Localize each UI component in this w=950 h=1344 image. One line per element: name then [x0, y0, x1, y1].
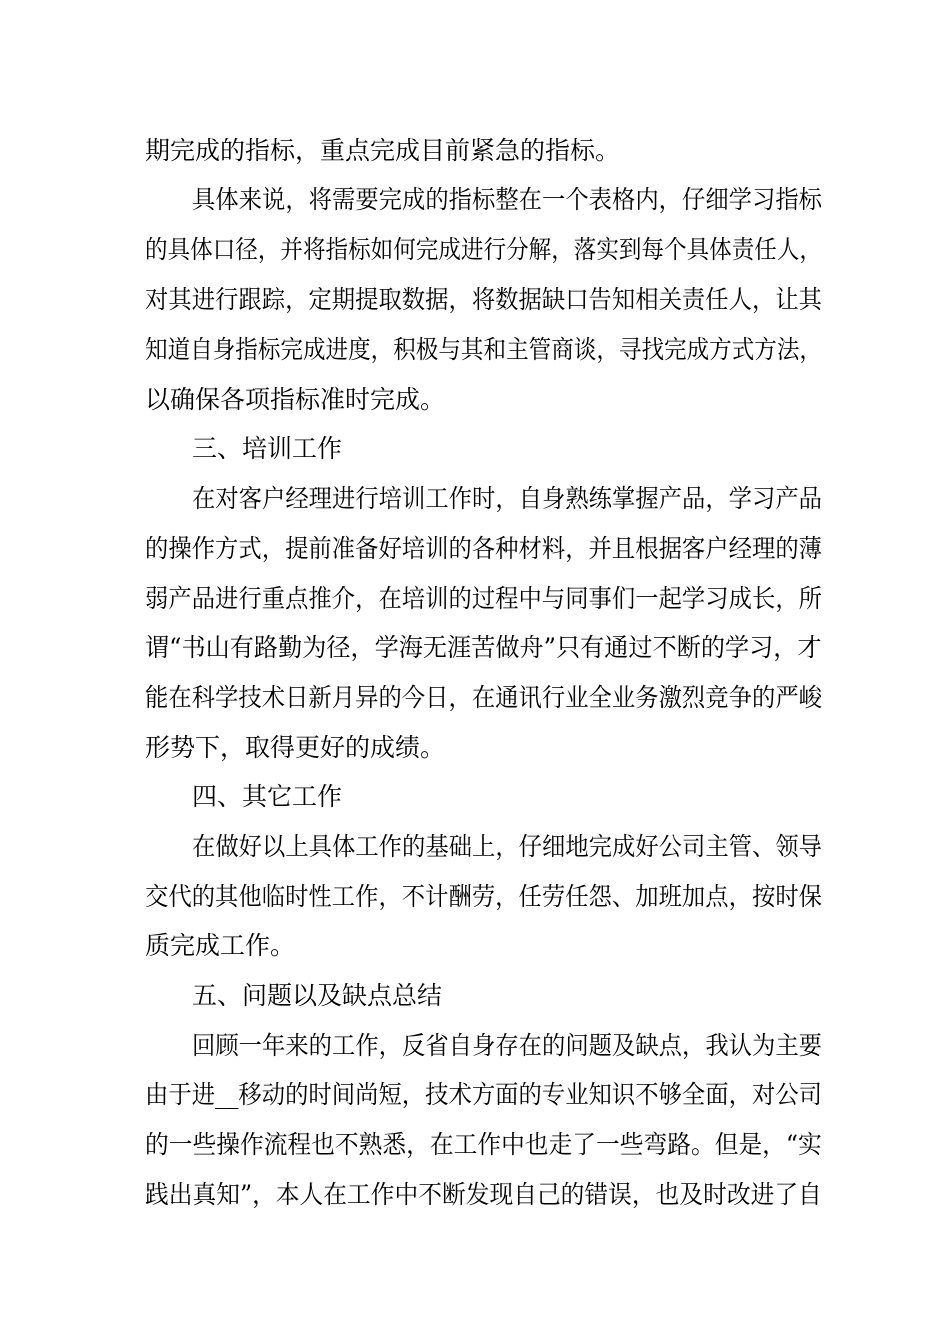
section-heading: 五、问题以及缺点总结	[192, 981, 443, 1010]
text-line: 以确保各项指标准时完成。	[145, 385, 446, 414]
text-line: 弱产品进行重点推介，在培训的过程中与同事们一起学习成长，所	[145, 584, 823, 613]
text-line: 的操作方式，提前准备好培训的各种材料，并且根据客户经理的薄	[145, 534, 823, 563]
text-line: 的具体口径，并将指标如何完成进行分解，落实到每个具体责任人，	[145, 235, 823, 264]
paragraph-first-line: 在对客户经理进行培训工作时，自身熟练掌握产品，学习产品	[192, 484, 823, 513]
text-line: 由于进__移动的时间尚短，技术方面的专业知识不够全面，对公司	[145, 1080, 823, 1109]
text-line: 谓“书山有路勤为径，学海无涯苦做舟”只有通过不断的学习，才	[145, 633, 822, 662]
text-line: 期完成的指标，重点完成目前紧急的指标。	[145, 136, 621, 165]
text-line: 对其进行跟踪，定期提取数据，将数据缺口告知相关责任人，让其	[145, 285, 823, 314]
text-line: 的一些操作流程也不熟悉，在工作中也走了一些弯路。但是，“实	[145, 1130, 822, 1159]
text-line: 质完成工作。	[145, 931, 296, 960]
text-line: 形势下，取得更好的成绩。	[145, 733, 446, 762]
section-heading: 四、其它工作	[192, 782, 343, 811]
paragraph-first-line: 回顾一年来的工作，反省自身存在的问题及缺点，我认为主要	[192, 1031, 823, 1060]
paragraph-first-line: 具体来说，将需要完成的指标整在一个表格内，仔细学习指标	[192, 185, 823, 214]
text-line: 知道自身指标完成进度，积极与其和主管商谈，寻找完成方式方法，	[145, 335, 823, 364]
text-line: 交代的其他临时性工作，不计酬劳，任劳任怨、加班加点，按时保	[145, 882, 823, 911]
section-heading: 三、培训工作	[192, 434, 343, 463]
text-line: 能在科学技术日新月异的今日，在通讯行业全业务激烈竞争的严峻	[145, 683, 823, 712]
text-line: 践出真知”，本人在工作中不断发现自己的错误，也及时改进了自	[145, 1180, 822, 1209]
paragraph-first-line: 在做好以上具体工作的基础上，仔细地完成好公司主管、领导	[192, 832, 823, 861]
